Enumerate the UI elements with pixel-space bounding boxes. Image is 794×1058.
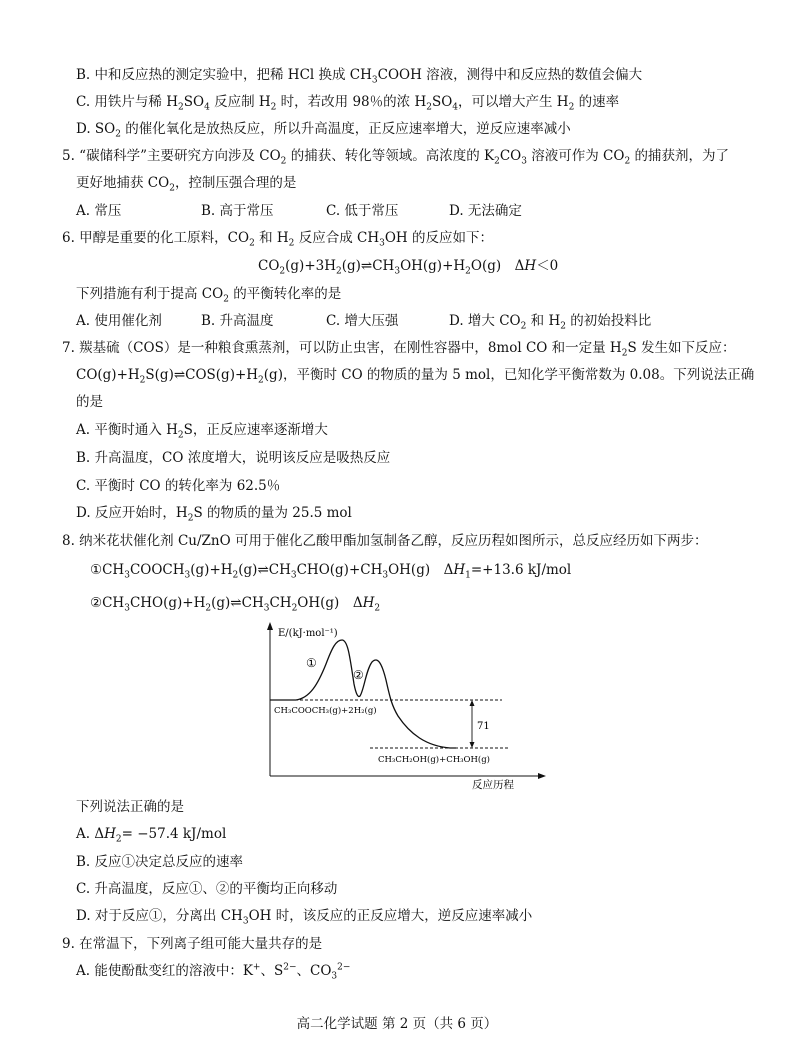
q7-option-d: D. 反应开始时，$H_2S$ 的物质的量为 25.5 mol xyxy=(76,505,352,524)
q7-stem-line2: $CO(g)+H_2S(g)\rightleftharpoons COS(g)+H_2(g)$，平衡时 CO 的物质的量为 5 mol，已知化学平衡常数为 0.08。下列说法正确 xyxy=(76,367,755,386)
q5-option-a: A. 常压 xyxy=(76,203,122,219)
energy-gap-label: 71 xyxy=(477,721,490,732)
energy-gap-arrow-down xyxy=(470,742,475,748)
q8-option-a: A. $\Delta H_2= -57.4$ kJ/mol xyxy=(76,826,227,845)
q7-option-c: C. 平衡时 CO 的转化率为 62.5％ xyxy=(76,478,281,494)
q6-option-c: C. 增大压强 xyxy=(326,313,399,329)
q5-option-d: D. 无法确定 xyxy=(449,203,522,219)
q5-stem-line1: 5. “碳储科学”主要研究方向涉及 $CO_2$ 的捕获、转化等领域。高浓度的 $K_2CO_3$ 溶液可作为 $CO_2$ 的捕获剂，为了 xyxy=(62,148,729,167)
q7-stem-line1: 7. 羰基硫（COS）是一种粮食熏蒸剂，可以防止虫害，在刚性容器中，8mol CO 和一定量 $H_2S$ 发生如下反应： xyxy=(62,340,736,359)
reactant-label: CH₃COOCH₃(g)+2H₂(g) xyxy=(274,706,377,716)
q6-stem-line1: 6. 甲醇是重要的化工原料，$CO_2$ 和 $H_2$ 反应合成 $CH_3OH$ 的反应如下： xyxy=(62,230,493,249)
energy-curve xyxy=(270,640,456,748)
y-axis-label: E/(kJ·mol⁻¹) xyxy=(278,628,338,639)
q8-option-d: D. 对于反应①，分离出 $CH_3OH$ 时，该反应的正反应增大，逆反应速率减小 xyxy=(76,908,533,927)
q9-stem: 9. 在常温下，下列离子组可能大量共存的是 xyxy=(62,936,323,952)
q5-option-b: B. 高于常压 xyxy=(201,203,274,219)
q8-option-c: C. 升高温度，反应①、②的平衡均正向移动 xyxy=(76,881,338,897)
q6-option-b: B. 升高温度 xyxy=(201,313,274,329)
q7-stem-line3: 的是 xyxy=(76,394,103,410)
q4-option-b: B. 中和反应热的测定实验中，把稀 HCl 换成 $CH_3COOH$ 溶液，测得中和反应热的数值会偏大 xyxy=(76,67,643,86)
page-footer: 高二化学试题 第 2 页（共 6 页） xyxy=(296,1016,498,1032)
q8-equation-2: $②CH_3CHO(g)+H_2(g)\rightleftharpoons CH_3CH_2OH(g)$ $\Delta H_2$ xyxy=(90,595,381,614)
q5-option-c: C. 低于常压 xyxy=(326,203,399,219)
q8-option-b: B. 反应①决定总反应的速率 xyxy=(76,854,244,870)
q7-option-b: B. 升高温度，CO 浓度增大，说明该反应是吸热反应 xyxy=(76,450,391,466)
q8-stem-line2: 下列说法正确的是 xyxy=(76,799,184,815)
q9-option-a: A. 能使酚酞变红的溶液中：K+、$S^{2-}$、$CO_3^{2-}$ xyxy=(76,962,351,982)
product-label: CH₃CH₂OH(g)+CH₃OH(g) xyxy=(378,755,491,765)
x-axis-label: 反应历程 xyxy=(472,779,514,791)
q8-stem-line1: 8. 纳米花状催化剂 Cu/ZnO 可用于催化乙酸甲酯加氢制备乙醇，反应历程如图所示，总反应经历如下两步： xyxy=(62,533,708,549)
x-axis-arrow xyxy=(538,773,546,779)
y-axis-arrow xyxy=(267,622,273,630)
q6-option-a: A. 使用催化剂 xyxy=(76,313,162,329)
q5-stem-line2: 更好地捕获 $CO_2$，控制压强合理的是 xyxy=(76,175,297,194)
energy-profile-diagram xyxy=(250,618,550,794)
energy-gap-arrow-up xyxy=(470,700,475,706)
q4-option-c: C. 用铁片与稀 $H_2SO_4$ 反应制 $H_2$ 时，若改用 98％的浓 $H_2SO_4$，可以增大产生 $H_2$ 的速率 xyxy=(76,94,620,113)
q4-option-d: D. $SO_2$ 的催化氧化是放热反应，所以升高温度，正反应速率增大，逆反应速率减小 xyxy=(76,121,571,140)
q6-equation: $CO_2(g)+3H_2(g)\rightleftharpoons CH_3OH(g)+H_2O(g)$ ΔH＜0 xyxy=(258,258,559,277)
q7-option-a: A. 平衡时通入 $H_2S$，正反应速率逐渐增大 xyxy=(76,422,328,441)
step1-label: ① xyxy=(306,656,317,670)
step2-label: ② xyxy=(353,668,364,682)
q6-option-d: D. 增大 $CO_2$ 和 $H_2$ 的初始投料比 xyxy=(449,313,652,332)
q8-equation-1: $①CH_3COOCH_3(g)+H_2(g)\rightleftharpoons CH_3CHO(g)+CH_3OH(g)$ $\Delta H_1=+13.6$ kJ/mol xyxy=(90,562,572,581)
q6-stem-line2: 下列措施有利于提高 $CO_2$ 的平衡转化率的是 xyxy=(76,286,342,305)
